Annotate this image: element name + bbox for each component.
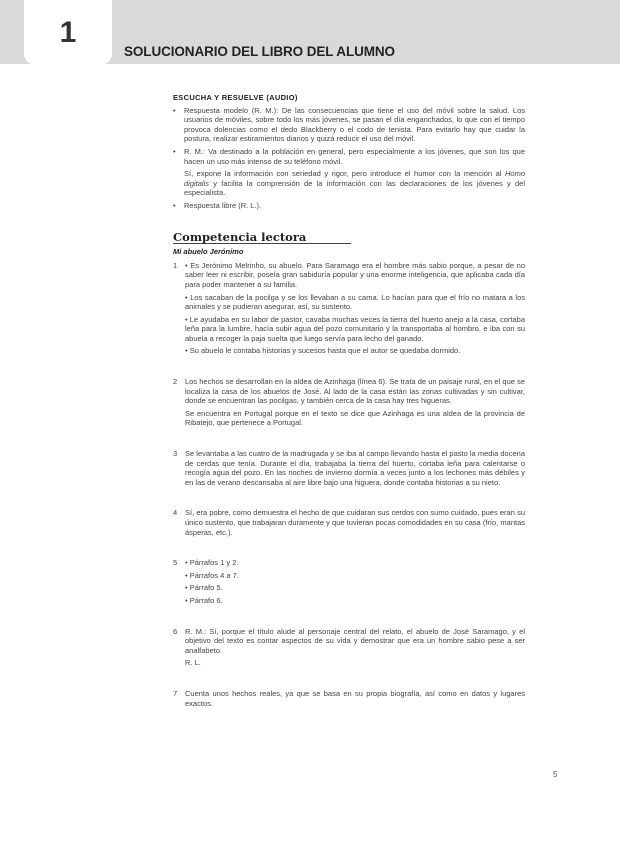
question-3 [173,449,525,490]
chapter-number: 1 [59,16,77,49]
question-4 [173,508,525,540]
answer-paragraph: • Párrafos 1 y 2. [185,558,239,568]
answer-paragraph: Sí, era pobre, como demuestra el hecho de que cuidaran sus cerdos con sumo cuidado, pues eran su único sustento, que trabajaran duramente y que tuvieran pocas comodidades en su casa (frío, mantas ásperas, etc.). [185,508,525,537]
question-2 [173,377,525,431]
book-title: SOLUCIONARIO DEL LIBRO DEL ALUMNO [124,44,395,59]
audio-answer-1: • Respuesta modelo (R. M.): De las consecuencias que tiene el uso del móvil sobre la salud. Los usuarios de móviles, sobre todo los más jóvenes, se pasan el día enganchados, lo que con el tiempo provoca dolencias como el dedo Blackberry o el codo de tenista. Para evitarlo hay que cuidar la postura, realizar estiramientos diarios y quizá reducir el uso del móvil. [173,106,525,144]
question-number: 5 [173,558,178,568]
question-number: 3 [173,449,178,459]
answer-paragraph: Los hechos se desarrollan en la aldea de Azinhaga (línea 6). Se trata de un paisaje rural, en el que se localiza la casa de los abuelos de José. Al lado de la casa están las zonas cultivadas y sin cultivar, donde se encuentran las pocilgas, y también cerca de la casa hay tres higueras. [185,377,525,406]
question-number: 1 [173,260,178,270]
answer-paragraph: Se encuentra en Portugal porque en el texto se dice que Azinhaga es una aldea de la provincia de Ribatejo, que pertenece a Portugal. [185,408,525,428]
answer-paragraph: Cuenta unos hechos reales, ya que se basa en su propia biografía, así como en datos y lugares exactos. [185,688,525,708]
audio-answer-2-text-b: y facilita la comprensión de la información con las declaraciones de los jóvenes y del especialista. [184,178,525,198]
audio-answer-2-text-a: Sí, expone la información con seriedad y rigor, pero introduce el humor con la mención al [184,169,505,179]
question-1 [173,261,525,359]
audio-heading: ESCUCHA Y RESUELVE (AUDIO) [173,93,298,102]
question-number: 4 [173,508,178,518]
question-7 [173,689,525,711]
question-5 [173,558,525,608]
question-number: 7 [173,688,178,698]
section-title: Competencia lectora [173,233,351,245]
audio-answer-3: • Respuesta libre (R. L.). [173,201,525,211]
homo-digitalis-term: Homo digitalis [184,169,525,188]
answer-paragraph: • Le ayudaba en su labor de pastor, cavaba muchas veces la tierra del huerto anejo a la casa, cortaba leña para la lumbre, hacía subir agua del pozo comunitario y la transportaba al hombro, e iba con su abuela a recoger la paja suelta que luego servía para lecho del ganado. [185,314,525,343]
answer-paragraph: • Párrafos 4 a 7. [185,570,239,580]
answer-paragraph: • Párrafo 6. [185,595,223,605]
answer-paragraph: • Su abuelo le contaba historias y sucesos hasta que el autor se quedaba dormido. [185,346,461,356]
answer-paragraph: R. M.: Sí, porque el título alude al personaje central del relato, el abuelo de José Saramago, y el objetivo del texto es contar aspectos de su vida y demostrar que era un hombre sabio pese a ser analfabeto. [185,626,525,655]
answer-paragraph: Se levantaba a las cuatro de la madrugada y se iba al campo llevando hasta el pasto la media docena de cerdas que tenía. Durante el día, trabajaba la tierra del huerto, cortaba leña para calentarse o recogía agua del pozo. En las noches de invierno dormía a veces junto a los lechones más débiles y en las de verano descansaba al aire libre bajo una higuera, donde contaba historias a su nieto. [185,449,525,487]
question-number: 2 [173,377,178,387]
audio-answer-2: • R. M.: Va destinado a la población en general, pero especialmente a los jóvenes, que son los que hacen un uso más intenso de su teléfono móvil. [173,147,525,166]
question-6 [173,627,525,671]
audio-answer-2-continued [173,169,525,198]
question-number: 6 [173,626,178,636]
answer-paragraph: • Es Jerónimo Melrinho, su abuelo. Para Saramago era el hombre más sabio porque, a pesar de no saber leer ni escribir, poseía gran sabiduría popular y una enorme inteligencia, que aplicaba cada día para poder mantener a su familia. [185,260,525,289]
answer-paragraph: R. L. [185,658,201,668]
page-content [173,93,525,711]
chapter-tab [24,0,112,64]
answer-paragraph: • Los sacaban de la pocilga y se los llevaban a su cama. Lo hacían para que el frío no matara a los animales y se pudieran asegurar, así, su sustento. [185,292,525,312]
page-number: 5 [553,770,558,779]
answer-paragraph: • Párrafo 5. [185,583,223,593]
reading-title: Mi abuelo Jerónimo [173,247,244,257]
